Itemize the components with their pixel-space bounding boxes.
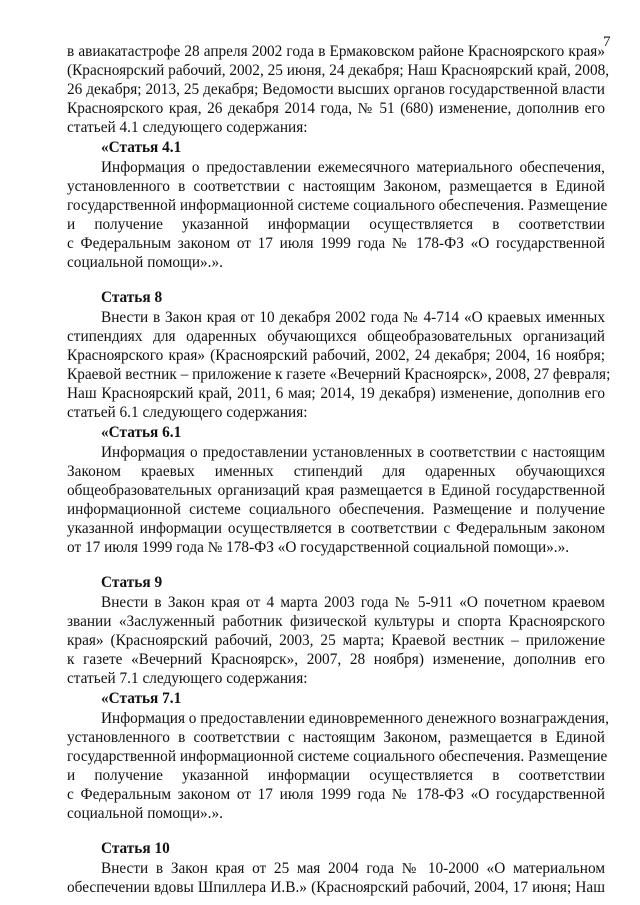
- text-line: и получение указанной информации осуществляется в соответствии: [67, 767, 605, 784]
- text-line: (Красноярский рабочий, 2002, 25 июня, 24 декабря; Наш Красноярский край, 2008,: [67, 62, 610, 79]
- text-line: звании «Заслуженный работник физической культуры и спорта Красноярского: [67, 613, 605, 630]
- page-number: 7: [603, 34, 611, 50]
- article-heading: Статья 9: [101, 574, 163, 591]
- text-line: социальной помощи».».: [67, 254, 223, 271]
- text-line: в авиакатастрофе 28 апреля 2002 года в Ермаковском районе Красноярского края»: [67, 43, 605, 60]
- text-line: Красноярского края, 26 декабря 2014 года, № 51 (680) изменение, дополнив его: [67, 100, 605, 117]
- text-line: установленного в соответствии с настоящим Законом, размещается в Единой: [67, 178, 605, 195]
- text-line: Красноярского края» (Красноярский рабочий, 2002, 24 декабря; 2004, 16 ноября;: [67, 347, 605, 364]
- article-heading: Статья 10: [101, 840, 170, 857]
- text-line: указанной информации осуществляется в соответствии с Федеральным законом: [67, 520, 605, 537]
- article-heading: «Статья 7.1: [101, 690, 182, 707]
- text-line: Краевой вестник – приложение к газете «Вечерний Красноярск», 2008, 27 февраля;: [67, 366, 611, 383]
- text-line: с Федеральным законом от 17 июля 1999 года № 178-ФЗ «О государственной: [67, 786, 605, 803]
- text-line: статьей 6.1 следующего содержания:: [67, 404, 308, 421]
- text-line: информационной системе социального обеспечения. Размещение и получение: [67, 501, 605, 518]
- text-line: Внести в Закон края от 10 декабря 2002 года № 4-714 «О краевых именных: [101, 309, 605, 326]
- text-line: от 17 июля 1999 года № 178-ФЗ «О государственной социальной помощи».».: [67, 539, 570, 556]
- text-line: установленного в соответствии с настоящим Законом, размещается в Единой: [67, 729, 605, 746]
- text-line: стипендиях для одаренных обучающихся общеобразовательных организаций: [67, 328, 605, 345]
- text-line: Наш Красноярский край, 2011, 6 мая; 2014, 19 декабря) изменение, дополнив его: [67, 385, 605, 402]
- text-line: обеспечении вдовы Шпиллера И.В.» (Красноярский рабочий, 2004, 17 июня; Наш: [67, 879, 605, 896]
- text-line: государственной информационной системе социального обеспечения. Размещение: [67, 197, 608, 214]
- text-line: государственной информационной системе социального обеспечения. Размещение: [67, 748, 608, 765]
- text-line: Внести в Закон края от 25 мая 2004 года № 10-2000 «О материальном: [101, 860, 605, 877]
- text-line: с Федеральным законом от 17 июля 1999 года № 178-ФЗ «О государственной: [67, 235, 605, 252]
- text-line: статьей 7.1 следующего содержания:: [67, 670, 308, 687]
- article-heading: Статья 8: [101, 289, 163, 306]
- text-line: общеобразовательных организаций края размещается в Единой государственной: [67, 482, 605, 499]
- text-line: края» (Красноярский рабочий, 2003, 25 марта; Краевой вестник – приложение: [67, 632, 605, 649]
- text-line: Внести в Закон края от 4 марта 2003 года № 5-911 «О почетном краевом: [101, 594, 605, 611]
- text-line: Информация о предоставлении установленных в соответствии с настоящим: [101, 444, 605, 461]
- text-line: и получение указанной информации осуществляется в соответствии: [67, 216, 605, 233]
- text-line: Информация о предоставлении ежемесячного материального обеспечения,: [101, 159, 605, 176]
- text-line: к газете «Вечерний Красноярск», 2007, 28 ноября) изменение, дополнив его: [67, 651, 605, 668]
- text-line: социальной помощи».».: [67, 805, 223, 822]
- article-heading: «Статья 4.1: [101, 139, 182, 156]
- text-line: 26 декабря; 2013, 25 декабря; Ведомости высших органов государственной власти: [67, 81, 605, 98]
- text-line: Информация о предоставлении единовременного денежного вознаграждения,: [101, 710, 609, 727]
- text-line: Законом краевых именных стипендий для одаренных обучающихся: [67, 463, 605, 480]
- text-line: статьей 4.1 следующего содержания:: [67, 119, 308, 136]
- article-heading: «Статья 6.1: [101, 424, 182, 441]
